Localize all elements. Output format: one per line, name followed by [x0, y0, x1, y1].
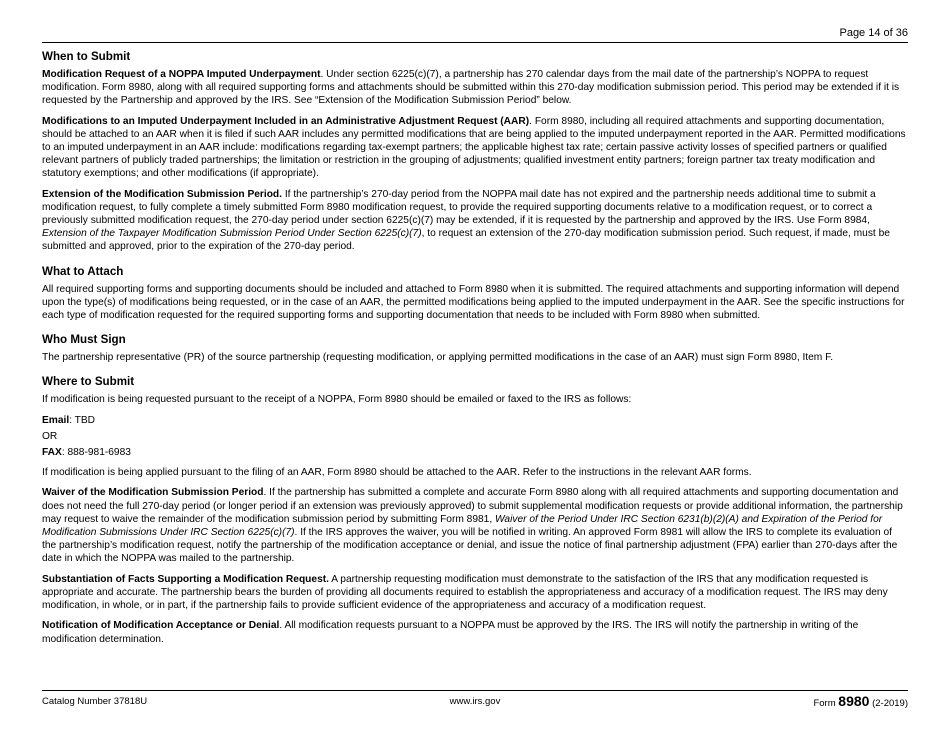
- where-to-submit-section: [42, 375, 908, 645]
- fax-label: FAX: [42, 447, 62, 459]
- notification-title: Notification of Modification Acceptance or Denial: [42, 620, 280, 632]
- aar-title: Modifications to an Imputed Underpayment Included in an Administrative Adjustment Request (AAR): [42, 115, 530, 127]
- when-to-submit-heading: When to Submit: [42, 50, 131, 63]
- page-footer: [42, 693, 908, 710]
- extension-paragraph: [42, 188, 908, 254]
- noppa-paragraph: [42, 68, 908, 108]
- waiver-paragraph: [42, 486, 908, 565]
- catalog-number: Catalog Number 37818U: [42, 696, 148, 707]
- document-body: [42, 50, 908, 653]
- waiver-body-1: . If the partnership has submitted a complete and accurate Form 8980 along with all required attachments and supporting documentation and does not need the full 270-day period (or longer period if an extension was previously approved) to submit supplemental modification requests or provide additional information, the partnership may request to waive the remainder of the modification submission period by submitting Form 8981,: [42, 487, 903, 525]
- extension-body-1: If the partnership’s 270-day period from the NOPPA mail date has not expired and the partnership needs additional time to submit a modification request, to fully complete a timely submitted Form 8980 modification request, to provide the required supporting documents relative to a modification request, or to correct a previously submitted modification request, the 270-day period under section 6225(c)(7) may be extended, if it is requested by the partnership and approved by the IRS. Use Form 8984,: [42, 188, 876, 227]
- waiver-body-2: . If the IRS approves the waiver, you will be notified in writing. An approved Form 8981 will allow the IRS to complete its evaluation of the partnership’s modification request, notify the partnership of the modification acceptance or denial, and issue the notice of final partnership adjustment (FPA) earlier than 270-days after the date in which the NOPPA was mailed to the partnership.: [42, 527, 898, 565]
- form-number: 8980: [838, 693, 870, 709]
- waiver-title: Waiver of the Modification Submission Period: [42, 487, 264, 499]
- where-to-submit-heading: Where to Submit: [42, 375, 135, 389]
- fax-value: : 888-981-6983: [61, 447, 131, 459]
- where-to-submit-intro: If modification is being requested pursuant to the receipt of a NOPPA, Form 8980 should be emailed or faxed to the IRS as follows:: [42, 394, 632, 406]
- notification-paragraph: [42, 619, 908, 645]
- email-value: : TBD: [69, 414, 96, 426]
- website-link[interactable]: www.irs.gov: [449, 696, 501, 707]
- top-divider: [42, 42, 908, 43]
- form-prefix: Form: [813, 698, 839, 709]
- aar-note: If modification is being applied pursuant to the filing of an AAR, Form 8980 should be attached to the AAR. Refer to the instructions in the relevant AAR forms.: [42, 467, 752, 479]
- who-must-sign-heading: Who Must Sign: [42, 333, 126, 347]
- noppa-body: . Under section 6225(c)(7), a partnership has 270 calendar days from the mail date of the partnership’s NOPPA to request modification. Form 8980, along with all required supporting forms and attachments should be submitted within this 270-day modification submission period. This period may be extended if it is requested by the Partnership and approved by the IRS. See “Extension of the Modification Submission Period” below.: [42, 69, 900, 107]
- fax-line: [42, 446, 908, 459]
- or-line: OR: [42, 430, 58, 442]
- extension-title: Extension of the Modification Submission Period.: [42, 188, 282, 200]
- aar-body: . Form 8980, including all required attachments and supporting documentation, should be attached to an AAR when it is filed if such AAR includes any permitted modifications that are being applied to the imputed underpayment reported in the AAR. Permitted modifications to an imputed underpayment in an AAR include: modifications regarding tax-exempt partners; the applicable highest tax rate; certain passive activity losses of specified partners or qualified relevant partners of publicly traded partnerships; the limitation or restriction in the grouping of adjustments; qualified investment entity partners; foreign partner tax treaty modification and statutory exemptions; and other modifications (if appropriate).: [42, 115, 906, 180]
- what-to-attach-heading: What to Attach: [42, 264, 124, 278]
- substantiation-body: A partnership requesting modification must demonstrate to the satisfaction of the IRS that any modification requested is appropriate and accurate. The partnership bears the burden of providing all documents required to establish the appropriateness and accuracy of a modification request. The IRS may deny modification, in whole, or in part, if the partnership fails to provide sufficient evidence of the appropriateness and accuracy of a modification request.: [42, 573, 888, 612]
- what-to-attach-body: All required supporting forms and supporting documents should be included and attached to Form 8980 when it is submitted. The required attachments and supporting information will depend upon the type(s) of modifications being requested, or in the case of an AAR, the permitted modifications being applied to the imputed underpayment in the AAR. See the specific instructions for each type of modification requested for the required supporting forms and supporting documentation that needs to be included with Form 8980 when submitted.: [42, 283, 905, 322]
- aar-paragraph: [42, 115, 908, 181]
- email-label: Email: [42, 414, 70, 426]
- document-page: [42, 0, 908, 735]
- who-must-sign-section: [42, 333, 908, 364]
- extension-form-title: Extension of the Taxpayer Modification Submission Period Under Section 6225(c)(7): [42, 228, 422, 240]
- substantiation-title: Substantiation of Facts Supporting a Modification Request.: [42, 573, 329, 585]
- bottom-divider: [42, 690, 908, 691]
- who-must-sign-body: The partnership representative (PR) of the source partnership (requesting modification, or applying permitted modifications in the case of an AAR) must sign Form 8980, Item F.: [42, 352, 834, 364]
- noppa-title: Modification Request of a NOPPA Imputed Underpayment: [42, 69, 321, 80]
- extension-body-2: , to request an extension of the 270-day modification submission period. Such request, if made, must be submitted and approved, prior to the expiration of the 270-day period.: [42, 228, 890, 253]
- form-id: [813, 693, 908, 709]
- page-number: Page 14 of 36: [839, 27, 908, 39]
- form-revision: (2-2019): [869, 698, 908, 709]
- waiver-form-title: Waiver of the Period Under IRC Section 6231(b)(2)(A) and Expiration of the Period for Modification Submissions Under IRC Section 6225(c)(7): [42, 513, 883, 539]
- email-line: [42, 414, 908, 427]
- when-to-submit-section: [42, 50, 908, 254]
- notification-body: . All modification requests pursuant to a NOPPA must be approved by the IRS. The IRS will notify the partnership in writing of the modification determination.: [42, 620, 859, 645]
- substantiation-paragraph: [42, 573, 908, 613]
- what-to-attach-section: [42, 265, 908, 323]
